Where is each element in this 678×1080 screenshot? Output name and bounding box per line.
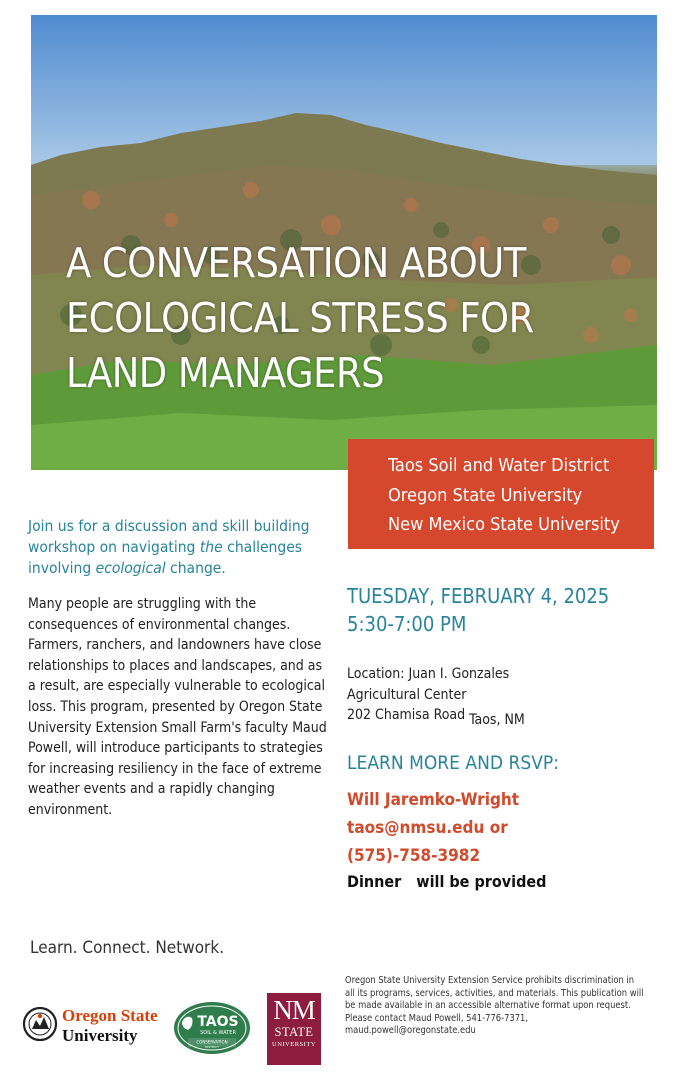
taos-name: TAOS — [197, 1014, 239, 1030]
dinner-note — [347, 872, 546, 891]
taos-soil-water-logo — [172, 1000, 252, 1056]
event-time: 5:30-7:00 PM — [347, 612, 467, 636]
organizers-box — [348, 439, 654, 549]
oregon-state-logo — [22, 998, 162, 1058]
taos-band: CONSERVATION — [196, 1039, 228, 1045]
description-text: Many people are struggling with the consequences of environmental changes. Farmers, ranchers, and landowners have close relationships to places and landscapes, and as a result, are especially vulnerable to ecological loss. This program, presented by Oregon State University Extension Small Farm's faculty Maud Powell, will introduce participants to strategies for increasing resiliency in the face of extreme weather events and a rapidly changing environment. — [28, 596, 327, 818]
intro-part: Join us for a discussion and skill building workshop on navigating — [28, 517, 310, 556]
taos-badge-icon — [172, 1000, 252, 1056]
osu-seal-icon — [22, 1002, 58, 1046]
title-line: A CONVERSATION ABOUT — [66, 239, 526, 287]
event-title — [66, 236, 626, 401]
dinner-word: Dinner — [347, 872, 402, 891]
intro-part: challenges involving — [28, 538, 303, 577]
nmsu-nm: NM — [273, 995, 315, 1025]
osu-name-line2: University — [62, 1026, 138, 1045]
location-street: 202 Chamisa Road — [347, 707, 466, 723]
osu-name-line1: Oregon State — [62, 1006, 158, 1025]
event-datetime — [347, 582, 609, 638]
nondiscrimination-notice: Oregon State University Extension Service prohibits discrimination in all its programs, services, activities, and materials. This publication will be made available in an accessible alternative format upon request. Please contact Maud Powell, 541-776-7371, maud.powell@oregonstate.edu — [345, 975, 644, 1036]
taos-band2: DISTRICT — [205, 1045, 219, 1049]
event-location — [347, 664, 525, 726]
rsvp-heading: LEARN MORE AND RSVP: — [347, 752, 559, 774]
location-line: Location: Juan I. Gonzales — [347, 666, 510, 682]
taos-sub: SOIL & WATER — [200, 1030, 236, 1036]
organizer-name: Taos Soil and Water District — [388, 455, 610, 476]
location-line: Agricultural Center — [347, 686, 467, 703]
contact-email[interactable]: taos@nmsu.edu or — [347, 818, 508, 838]
intro-emphasis: ecological — [95, 559, 166, 577]
title-line: LAND MANAGERS — [66, 349, 384, 397]
location-city: Taos, NM — [469, 712, 525, 728]
intro-text — [28, 516, 328, 579]
intro-part: change. — [165, 559, 226, 577]
nmsu-university: UNIVERSITY — [272, 1041, 316, 1048]
nmsu-state: STATE — [274, 1025, 314, 1039]
contact-name: Will Jaremko-Wright — [347, 790, 520, 810]
contact-phone[interactable]: (575)-758-3982 — [347, 846, 481, 866]
nm-state-logo — [267, 993, 321, 1065]
rsvp-contact — [347, 786, 519, 870]
event-date: TUESDAY, FEBRUARY 4, 2025 — [347, 584, 610, 608]
tagline: Learn. Connect. Network. — [30, 938, 225, 958]
organizer-name: Oregon State University — [388, 485, 583, 506]
dinner-rest: will be provided — [416, 872, 547, 891]
intro-emphasis: the — [199, 538, 223, 556]
title-line: ECOLOGICAL STRESS FOR — [66, 294, 534, 342]
organizer-name: New Mexico State University — [388, 514, 620, 535]
